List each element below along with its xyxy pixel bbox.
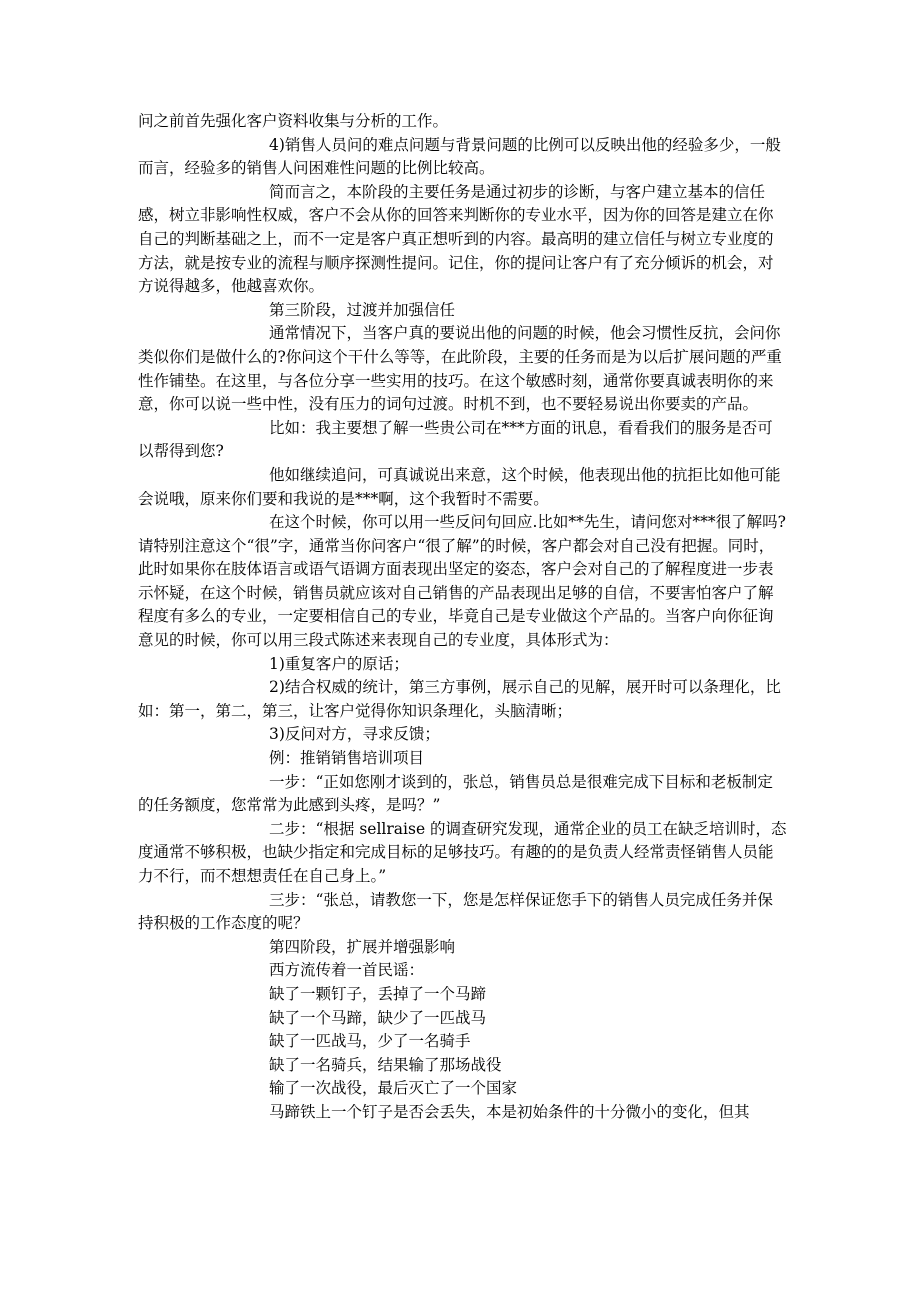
- example-heading: 例：推销销售培训项目: [269, 749, 425, 768]
- paragraph: 马蹄铁上一个钉子是否会丢失，本是初始条件的十分微小的变化，但其: [269, 1102, 750, 1121]
- verse-line: 缺了一颗钉子，丢掉了一个马蹄: [269, 984, 487, 1003]
- section-heading: 第三阶段，过渡并加强信任: [269, 300, 456, 319]
- paragraph: 4)销售人员问的难点问题与背景问题的比例可以反映出他的经验多少，一般而言，经验多的销售人问困难性问题的比例比较高。: [138, 135, 781, 178]
- paragraph: 二步：“根据 sellraise 的调查研究发现，通常企业的员工在缺乏培训时，态度通常不够积极，也缺少指定和完成目标的足够技巧。有趣的的是负责人经常责怪销售人员能力不行，而不想想责任在自己身上。”: [138, 819, 787, 885]
- verse-line: 缺了一匹战马，少了一名骑手: [269, 1032, 471, 1051]
- paragraph: 通常情况下，当客户真的要说出他的问题的时候，他会习惯性反抗，会问你类似你们是做什么的?你问这个干什么等等，在此阶段，主要的任务而是为以后扩展问题的严重性作铺垫。在这里，与各位分享一些实用的技巧。在这个敏感时刻，通常你要真诚表明你的来意，你可以说一些中性，没有压力的词句过渡。时机不到，也不要轻易说出你要卖的产品。: [138, 324, 782, 414]
- list-item: 3)反问对方，寻求反馈；: [269, 725, 440, 744]
- paragraph: 问之前首先强化客户资料收集与分析的工作。: [138, 112, 449, 130]
- paragraph: 一步：“正如您刚才谈到的，张总，销售员总是很难完成下目标和老板制定的任务额度，您常常为此感到头疼，是吗？”: [138, 772, 773, 815]
- verse-line: 缺了一个马蹄，缺少了一匹战马: [269, 1008, 487, 1027]
- paragraph: 在这个时候，你可以用一些反问句回应.比如**先生，请问您对***很了解吗?请特别注意这个“很”字，通常当你问客户“很了解”的时候，客户都会对自己没有把握。同时，此时如果你在肢体语言或语气语调方面表现出坚定的姿态，客户会对自己的了解程度进一步表示怀疑，在这个时候，销售员就应该对自己销售的产品表现出足够的自信，不要害怕客户了解程度有多么的专业，一定要相信自己的专业，毕竟自己是专业做这个产品的。当客户向你征询意见的时候，你可以用三段式陈述来表现自己的专业度，具体形式为：: [138, 513, 786, 650]
- list-item: 2)结合权威的统计，第三方事例，展示自己的见解，展开时可以条理化，比如：第一，第二，第三，让客户觉得你知识条理化，头脑清晰；: [138, 678, 781, 720]
- document-body: [138, 110, 788, 1125]
- verse-line: 输了一次战役，最后灭亡了一个国家: [269, 1079, 518, 1098]
- paragraph: 简而言之，本阶段的主要任务是通过初步的诊断，与客户建立基本的信任感，树立非影响性权威，客户不会从你的回答来判断你的专业水平，因为你的回答是建立在你自己的判断基础之上，而不一定是客户真正想听到的内容。最高明的建立信任与树立专业度的方法，就是按专业的流程与顺序探测性提问。记住，你的提问让客户有了充分倾诉的机会，对方说得越多，他越喜欢你。: [138, 182, 774, 296]
- section-heading: 第四阶段，扩展并增强影响: [269, 937, 456, 956]
- list-item: 1)重复客户的原话；: [269, 654, 409, 673]
- verse-line: 缺了一名骑兵，结果输了那场战役: [269, 1055, 502, 1074]
- paragraph: 西方流传着一首民谣：: [269, 961, 425, 980]
- paragraph: 比如：我主要想了解一些贵公司在***方面的讯息，看看我们的服务是否可以帮得到您?: [138, 418, 773, 461]
- paragraph: 三步：“张总，请教您一下，您是怎样保证您手下的销售人员完成任务并保持积极的工作态度的呢？: [138, 890, 773, 933]
- paragraph: 他如继续追问，可真诚说出来意，这个时候，他表现出他的抗拒比如他可能会说哦，原来你们要和我说的是***啊，这个我暂时不需要。: [138, 465, 781, 508]
